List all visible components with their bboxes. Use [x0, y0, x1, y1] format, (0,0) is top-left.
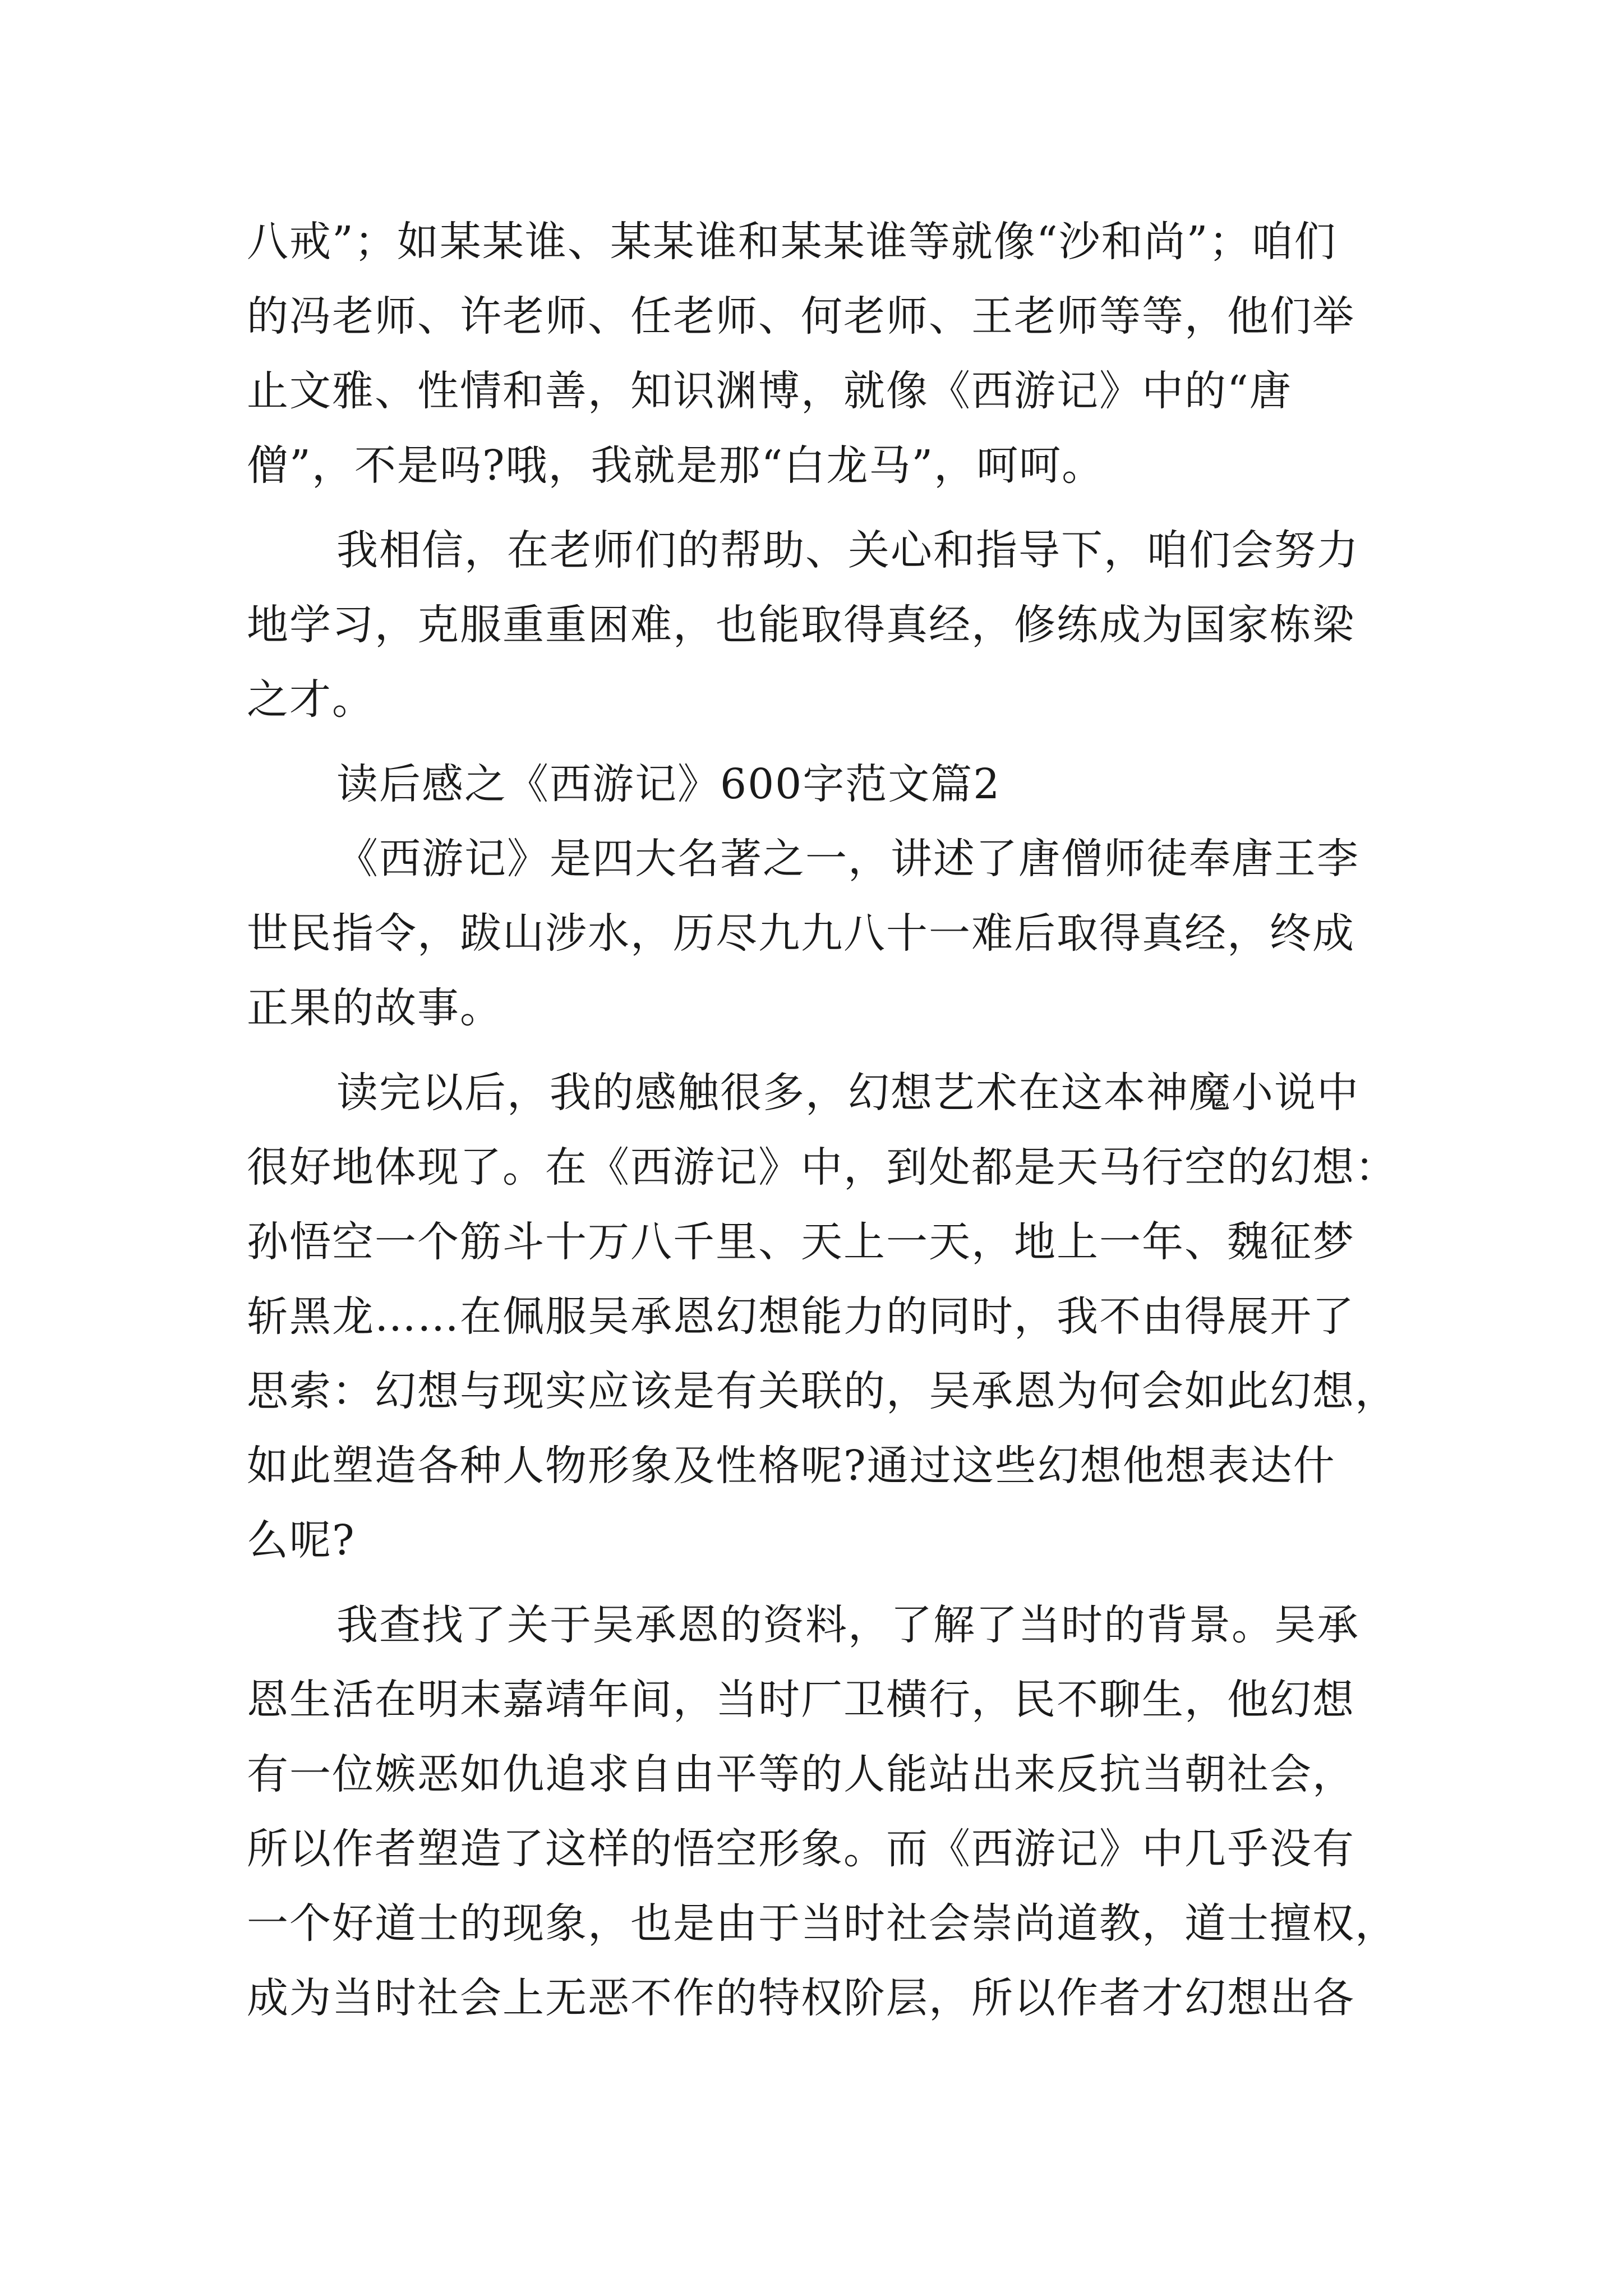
text-line: 斩黑龙……在佩服吴承恩幻想能力的同时，我不由得展开了	[247, 1292, 1355, 1341]
text-line: 止文雅、性情和善，知识渊博，就像《西游记》中的“唐	[247, 367, 1292, 415]
text-line: 之才。	[247, 675, 375, 724]
paragraph-first-line: 我相信，在老师们的帮助、关心和指导下，咱们会努力	[336, 526, 1359, 574]
text-line: 所以作者塑造了这样的悟空形象。而《西游记》中几乎没有	[247, 1825, 1355, 1873]
text-line: 孙悟空一个筋斗十万八千里、天上一天，地上一年、魏征梦	[247, 1218, 1355, 1266]
text-line: 思索：幻想与现实应该是有关联的，吴承恩为何会如此幻想，	[247, 1367, 1398, 1415]
text-line: 正果的故事。	[247, 984, 502, 1032]
text-line: 如此塑造各种人物形象及性格呢?通过这些幻想他想表达什	[247, 1442, 1336, 1490]
text-line: 有一位嫉恶如仇追求自由平等的人能站出来反抗当朝社会，	[247, 1750, 1355, 1798]
text-line: 恩生活在明末嘉靖年间，当时厂卫横行，民不聊生，他幻想	[247, 1676, 1355, 1724]
text-line: 地学习，克服重重困难，也能取得真经，修练成为国家栋梁	[247, 601, 1355, 649]
paragraph-first-line: 读完以后，我的感触很多，幻想艺术在这本神魔小说中	[336, 1069, 1359, 1117]
text-line: 么呢?	[247, 1516, 356, 1565]
paragraph-first-line: 我查找了关于吴承恩的资料，了解了当时的背景。吴承	[336, 1601, 1359, 1649]
text-line: 很好地体现了。在《西游记》中，到处都是天马行空的幻想：	[247, 1143, 1398, 1191]
text-line: 的冯老师、许老师、任老师、何老师、王老师等等，他们举	[247, 292, 1355, 341]
text-line: 成为当时社会上无恶不作的特权阶层，所以作者才幻想出各	[247, 1974, 1355, 2022]
paragraph-first-line: 《西游记》是四大名著之一，讲述了唐僧师徒奉唐王李	[336, 835, 1359, 883]
text-line: 一个好道士的现象，也是由于当时社会崇尚道教，道士擅权，	[247, 1899, 1398, 1948]
text-line: 僧”，不是吗?哦，我就是那“白龙马”，呵呵。	[247, 441, 1105, 490]
text-line: 世民指令，跋山涉水，历尽九九八十一难后取得真经，终成	[247, 909, 1355, 958]
section-heading: 读后感之《西游记》600字范文篇2	[336, 760, 1001, 808]
text-line: 八戒”；如某某谁、某某谁和某某谁等就像“沙和尚”；咱们	[247, 218, 1337, 266]
